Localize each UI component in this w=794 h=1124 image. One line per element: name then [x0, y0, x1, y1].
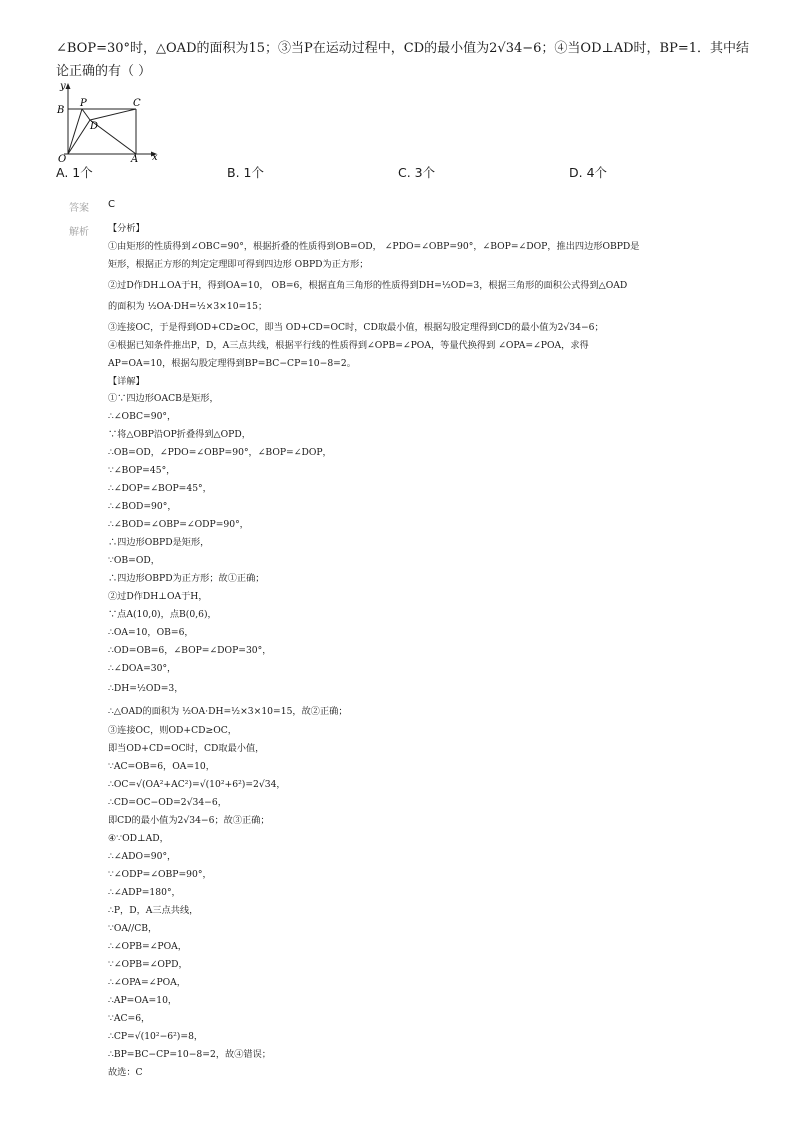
- analysis-line: ③连接OC，于是得到OD+CD≥OC，即当 OD+CD=OC时，CD取最小值，根据勾股定理得到CD的最小值为2√34−6；: [108, 322, 604, 333]
- detail-line: ∵AC=OB=6，OA=10，: [108, 761, 215, 772]
- analysis-line: ④根据已知条件推出P，D，A三点共线，根据平行线的性质得到∠OPB=∠POA，等量代换得到 ∠OPA=∠POA，求得: [108, 340, 589, 351]
- label-x: x: [152, 152, 158, 162]
- detail-line: ∵点A(10,0)，点B(0,6)，: [108, 609, 217, 620]
- detail-line: ∴CD=OC−OD=2√34−6，: [108, 797, 227, 808]
- segment-dc: [90, 109, 136, 120]
- label-p: P: [80, 98, 87, 109]
- detail-line: ∵OB=OD，: [108, 555, 160, 566]
- label-d: D: [90, 121, 99, 132]
- detail-line: ∴∠ADO=90°，: [108, 851, 177, 862]
- detail-line: ③连接OC，则OD+CD≥OC，: [108, 725, 237, 736]
- analysis-line: 的面积为 ½OA·DH=½×3×10=15；: [108, 301, 268, 312]
- detail-line: ∴∠BOD=∠OBP=∠ODP=90°，: [108, 519, 249, 530]
- detail-line: ∵∠OPB=∠OPD，: [108, 959, 188, 970]
- y-axis-arrow: [66, 83, 71, 89]
- detail-line: ∵OA//CB，: [108, 923, 158, 934]
- label-a: A: [131, 154, 139, 162]
- detail-line: ∴BP=BC−CP=10−8=2，故④错误；: [108, 1049, 271, 1060]
- detail-line: ∴OA=10，OB=6，: [108, 627, 194, 638]
- detail-line: ④∵OD⊥AD，: [108, 833, 169, 844]
- label-c: C: [133, 98, 141, 109]
- detail-line: ∴OC=√(OA²+AC²)=√(10²+6²)=2√34，: [108, 779, 286, 790]
- option-d: D. 4个: [569, 165, 608, 180]
- detail-line: ∴P，D，A三点共线，: [108, 905, 199, 916]
- answer-label: 答案: [69, 203, 89, 214]
- detail-line: ∴△OAD的面积为 ½OA·DH=½×3×10=15，故②正确；: [108, 706, 348, 717]
- analysis-line: AP=OA=10，根据勾股定理得到BP=BC−CP=10−8=2。: [108, 358, 356, 369]
- detail-line: ∵将△OBP沿OP折叠得到△OPD，: [108, 429, 251, 440]
- detail-line: ∴∠OPA=∠POA，: [108, 977, 186, 988]
- detail-line: 即当OD+CD=OC时，CD取最小值，: [108, 743, 265, 754]
- segment-op: [68, 109, 82, 154]
- question-line-2: 论正确的有（ ）: [56, 64, 152, 79]
- detail-line: ∴DH=½OD=3，: [108, 683, 184, 694]
- detail-line: ∴∠OPB=∠POA，: [108, 941, 187, 952]
- option-a: A. 1个: [56, 165, 93, 180]
- answer-value: C: [108, 199, 115, 210]
- detail-line: ∵∠BOP=45°，: [108, 465, 176, 476]
- question-line-1: ∠BOP=30°时，△OAD的面积为15；③当P在运动过程中，CD的最小值为2√34−6；④当OD⊥AD时，BP=1．其中结: [56, 41, 749, 56]
- detail-line: 即CD的最小值为2√34−6；故③正确；: [108, 815, 270, 826]
- analysis-line: 【详解】: [108, 376, 145, 387]
- label-y: y: [60, 81, 66, 92]
- detail-line: ∴∠ADP=180°，: [108, 887, 181, 898]
- segment-pd: [82, 109, 90, 120]
- detail-line: ∵∠ODP=∠OBP=90°，: [108, 869, 212, 880]
- detail-line: ∴四边形OBPD是矩形，: [108, 537, 210, 548]
- analysis-line: ①由矩形的性质得到∠OBC=90°，根据折叠的性质得到OB=OD， ∠PDO=∠OBP=90°，∠BOP=∠DOP，推出四边形OBPD是: [108, 241, 640, 252]
- option-c: C. 3个: [398, 165, 436, 180]
- label-b: B: [57, 105, 65, 116]
- label-o: O: [58, 154, 67, 162]
- detail-line: ∴OD=OB=6，∠BOP=∠DOP=30°，: [108, 645, 272, 656]
- detail-line: ②过D作DH⊥OA于H，: [108, 591, 208, 602]
- detail-line: ∴四边形OBPD为正方形；故①正确；: [108, 573, 265, 584]
- detail-line: ∴∠OBC=90°，: [108, 411, 177, 422]
- detail-line: ∴CP=√(10²−6²)=8，: [108, 1031, 204, 1042]
- analysis-label: 解析: [69, 227, 89, 238]
- detail-line: ∴∠BOD=90°，: [108, 501, 177, 512]
- analysis-line: 矩形，根据正方形的判定定理即可得到四边形 OBPD为正方形；: [108, 259, 369, 270]
- segment-od: [68, 120, 90, 154]
- analysis-line: ②过D作DH⊥OA于H，得到OA=10， OB=6，根据直角三角形的性质得到DH=½OD=3，根据三角形的面积公式得到△OAD: [108, 280, 628, 291]
- detail-line: ∵AC=6，: [108, 1013, 151, 1024]
- detail-line: ∴AP=OA=10，: [108, 995, 178, 1006]
- detail-line: 故选：C: [108, 1067, 143, 1078]
- geometry-figure: [54, 80, 174, 162]
- detail-line: ①∵四边形OACB是矩形，: [108, 393, 219, 404]
- detail-line: ∴∠DOA=30°，: [108, 663, 177, 674]
- option-b: B. 1个: [227, 165, 264, 180]
- analysis-line: 【分析】: [108, 223, 145, 234]
- detail-line: ∴OB=OD，∠PDO=∠OBP=90°，∠BOP=∠DOP，: [108, 447, 332, 458]
- detail-line: ∴∠DOP=∠BOP=45°，: [108, 483, 212, 494]
